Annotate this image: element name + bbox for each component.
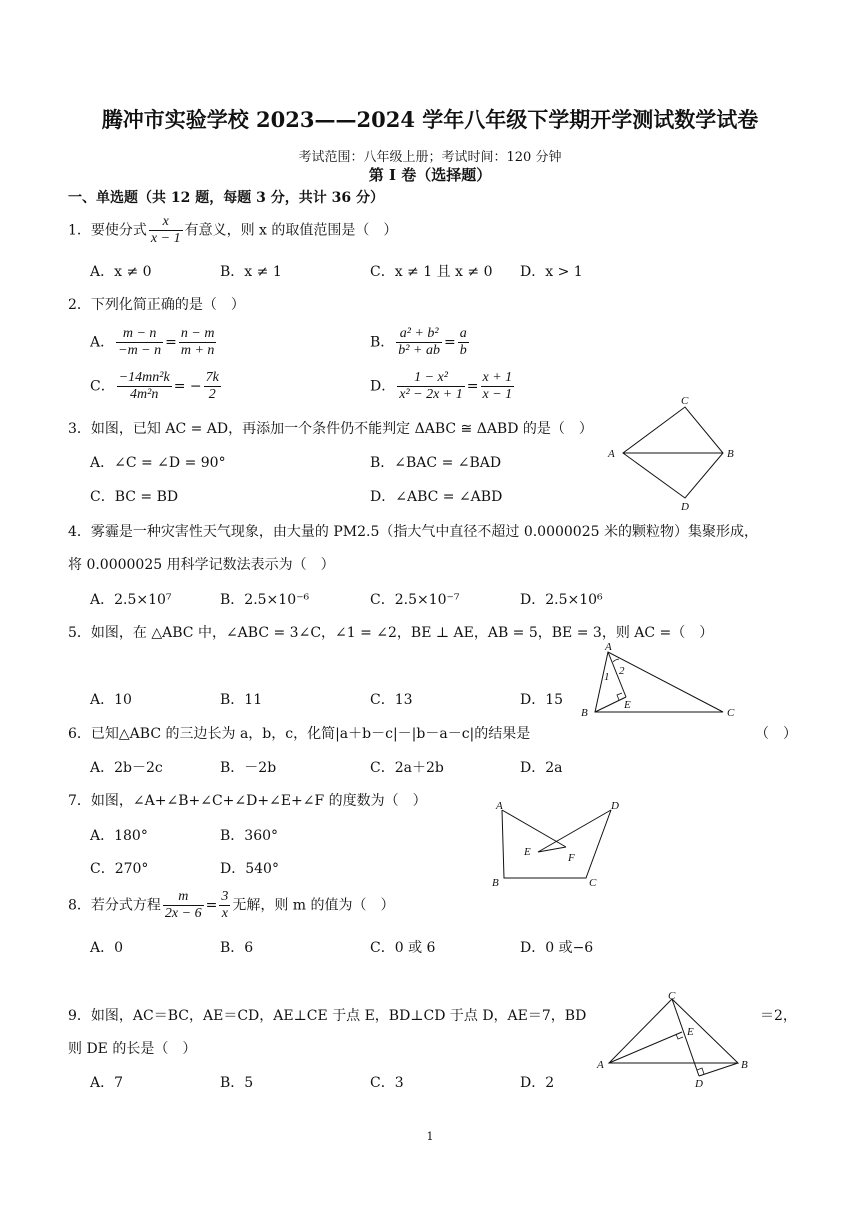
q3-label-d: D [681,501,689,513]
q9-label-e: E [687,1026,694,1038]
q9-label-d: D [695,1078,703,1090]
q2-a-d1: −m − n [118,343,162,358]
q2-d-n2: x + 1 [482,370,513,385]
q2-option-a: A． $\frac{m - n}{-m - n}$ = $\frac{n - m}{m + n}$ [90,326,215,358]
q8-option-b: B．6 [220,940,254,956]
q4-option-a: A．2.5×10⁷ [90,592,172,608]
q6-option-c: C．2a＋2b [370,760,444,776]
q7-option-a: A．180° [90,828,148,844]
q9-option-d: D．2 [520,1075,555,1091]
q1-fraction [149,214,183,247]
q5-label-c: C [727,707,735,719]
q4-option-b: B．2.5×10⁻⁶ [220,592,310,608]
q6-option-b: B．－2b [220,760,277,776]
q1-option-b: B．x ≠ 1 [220,264,282,280]
q9-label-a: A [597,1059,604,1071]
q1-option-a: A．x ≠ 0 [90,264,152,280]
q3-label-c: C [681,395,689,407]
q1-num: x [149,214,183,231]
q8-n1: m [163,889,204,906]
q7-option-b: B．360° [220,828,279,844]
q9-option-b: B．5 [220,1075,254,1091]
q8-pre: 8．若分式方程 [68,897,161,914]
q3-label-b: B [727,448,734,460]
q1-option-d: D．x > 1 [520,264,583,280]
question-1 [68,214,397,247]
q5-option-c: C．13 [370,692,413,708]
q8-n2: 3 [221,889,229,904]
q7-label-b: B [492,877,499,889]
q2-a-label: A． [90,334,115,351]
q2-a-n1: m − n [116,326,163,343]
q6-option-a: A．2b－2c [90,760,163,776]
volume-heading: 第 I 卷（选择题） [368,166,492,184]
q2-option-b: B． $\frac{\text{a² + b²}}{\text{b² + ab}}$ = $\frac{a}{b}$ [370,326,467,358]
q4-option-d: D．2.5×10⁶ [520,592,603,608]
q2-d-d1: x² − 2x + 1 [399,387,463,402]
q6-answer-paren: （ ） [755,726,797,742]
q1-option-c: C．x ≠ 1 且 x ≠ 0 [370,264,493,280]
q2-b-n2: a [459,326,467,341]
q7-label-d: D [611,800,619,812]
q8-option-a: A．0 [90,940,124,956]
q9-option-a: A．7 [90,1075,124,1091]
q2-c-label: C． [90,378,115,395]
question-4-line-2: 将 0.0000025 用科学记数法表示为（ ） [68,557,335,573]
q2-option-c: C． $\frac{\text{−14mn²k}}{\text{4m²n}}$ = − $\frac{7k}{2}$ [90,370,219,402]
q2-b-label: B． [370,334,395,351]
q5-label-b: B [581,707,588,719]
q3-label-a: A [608,448,615,460]
question-2: 2．下列化简正确的是（ ） [68,297,245,313]
q2-c-d1: 4m²n [130,387,159,402]
q7-label-e: E [524,846,531,858]
question-6: 6．已知△ABC 的三边长为 a，b，c，化简|a＋b－c|－|b－a－c|的结果是 [68,726,531,742]
question-3: 3．如图，已知 AC = AD，再添加一个条件仍不能判定 ΔABC ≅ ΔABD 的是（ ） [68,421,593,437]
q2-c-n2: 7k [205,370,219,385]
exam-title: 腾冲市实验学校 2023——2024 学年八年级下学期开学测试数学试卷 [101,107,759,132]
q7-option-c: C．270° [90,861,149,877]
q9-label-b: B [741,1059,748,1071]
q2-c-d2: 2 [208,387,216,402]
page-number: 1 [426,1130,434,1143]
q2-a-d2: m + n [180,343,215,358]
q3-option-a: A．∠C = ∠D = 90° [90,455,226,471]
q2-d-label: D． [370,378,396,395]
q2-option-d: D． $\frac{\text{1 − x²}}{\text{x² − 2x + 1}}$ = $\frac{x + 1}{x - 1}$ [370,370,513,402]
q9-figure [592,990,757,1090]
exam-subtitle: 考试范围：八年级上册；考试时间：120 分钟 [298,150,562,165]
q8-option-c: C．0 或 6 [370,940,436,956]
q4-option-c: C．2.5×10⁻⁷ [370,592,460,608]
question-7: 7．如图，∠A+∠B+∠C+∠D+∠E+∠F 的度数为（ ） [68,793,427,809]
q5-option-a: A．10 [90,692,132,708]
question-9-line-1-end: ＝2， [760,1008,797,1024]
q8-d1: 2x − 6 [164,906,202,921]
q3-option-d: D．∠ABC = ∠ABD [370,489,503,505]
q3-option-c: C．BC = BD [90,489,179,505]
q7-label-a: A [496,800,503,812]
q8-post: 无解，则 m 的值为（ ） [232,897,395,914]
q5-label-1: 1 [604,671,610,683]
question-8: 8．若分式方程 $\frac{m}{2x - 6}$ = $\frac{3}{x}$ 无解，则 m 的值为（ ） [68,889,395,921]
q8-option-d: D．0 或−6 [520,940,594,956]
section-heading: 一、单选题（共 12 题，每题 3 分，共计 36 分） [68,190,384,206]
question-4-line-1: 4．雾霾是一种灾害性天气现象，由大量的 PM2.5（指大气中直径不超过 0.0000025 米的颗粒物）集聚形成， [68,524,758,540]
q7-figure [488,795,633,890]
q5-option-b: B．11 [220,692,263,708]
q3-option-b: B．∠BAC = ∠BAD [370,455,502,471]
q2-d-d2: x − 1 [482,387,513,402]
q2-a-n2: n − m [180,326,215,341]
q8-d2: x [221,906,228,921]
q1-pre: 1．要使分式 [68,222,147,239]
q5-label-2: 2 [619,665,625,677]
q7-option-d: D．540° [220,861,279,877]
question-9-line-2: 则 DE 的长是（ ） [68,1041,197,1057]
question-5: 5．如图，在 △ABC 中，∠ABC = 3∠C，∠1 = ∠2，BE ⊥ AE，AB = 5，BE = 3，则 AC =（ ） [68,625,714,641]
question-9-line-1: 9．如图，AC＝BC，AE＝CD，AE⊥CE 于点 E，BD⊥CD 于点 D，AE＝7，BD [68,1008,587,1024]
q9-option-c: C．3 [370,1075,404,1091]
q1-den: x − 1 [150,231,181,246]
q2-c-n1: −14mn²k [118,370,170,385]
q9-label-c: C [668,990,676,1002]
q7-label-f: F [568,852,575,864]
q2-b-d1: b² + ab [398,343,440,358]
q5-option-d: D．15 [520,692,564,708]
q5-figure [575,640,745,722]
q6-option-d: D．2a [520,760,563,776]
q3-figure [600,392,750,514]
q2-b-d2: b [459,343,467,358]
q5-label-e: E [624,699,631,711]
q1-post: 有意义，则 x 的取值范围是（ ） [184,222,398,239]
q2-b-n1: a² + b² [396,326,442,343]
q5-label-a: A [605,641,612,653]
q7-label-c: C [589,877,597,889]
q2-d-n1: 1 − x² [397,370,465,387]
